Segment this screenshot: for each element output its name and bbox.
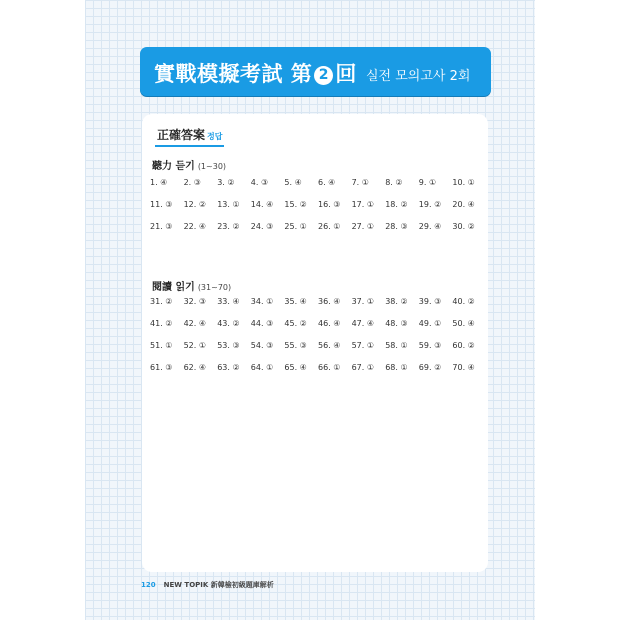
answer-item: 43. ② — [217, 319, 240, 328]
answer-item: 12. ② — [183, 200, 207, 209]
answer-item: 64. ① — [250, 363, 274, 372]
answer-item: 54. ③ — [250, 341, 274, 350]
answer-item: 18. ② — [385, 200, 408, 209]
answer-item: 5. ④ — [284, 178, 302, 187]
answer-item: 27. ① — [351, 222, 375, 231]
answer-item: 65. ④ — [284, 363, 307, 372]
answer-item: 37. ① — [351, 297, 375, 306]
answer-item: 58. ① — [385, 341, 408, 350]
answer-item: 53. ③ — [217, 341, 240, 350]
answer-item: 68. ① — [385, 363, 408, 372]
answer-item: 11. ③ — [150, 200, 173, 209]
answer-item: 10. ① — [452, 178, 475, 187]
answer-item: 7. ① — [351, 178, 369, 187]
answer-item: 62. ④ — [183, 363, 207, 372]
answer-item: 6. ④ — [318, 178, 336, 187]
answer-item: 60. ② — [452, 341, 475, 350]
answer-item: 25. ① — [284, 222, 307, 231]
answer-box-title — [155, 124, 224, 147]
answer-item: 50. ④ — [452, 319, 475, 328]
page-number: 120 — [141, 581, 156, 589]
answer-item: 22. ④ — [183, 222, 207, 231]
answer-item: 45. ② — [284, 319, 307, 328]
answer-item: 59. ③ — [418, 341, 442, 350]
exam-title — [154, 58, 357, 88]
round-number-badge: 2 — [314, 66, 333, 85]
answer-item: 21. ③ — [150, 222, 173, 231]
answer-item: 51. ① — [150, 341, 173, 350]
answer-item: 26. ① — [318, 222, 341, 231]
answer-item: 31. ② — [150, 297, 173, 306]
answer-item: 30. ② — [452, 222, 475, 231]
answer-item: 8. ② — [385, 178, 403, 187]
listening-heading — [152, 157, 226, 172]
answer-item: 23. ② — [217, 222, 240, 231]
answer-item: 19. ② — [418, 200, 442, 209]
answer-item: 56. ④ — [318, 341, 341, 350]
answer-item: 49. ① — [418, 319, 442, 328]
answer-item: 63. ② — [217, 363, 240, 372]
answer-item: 41. ② — [150, 319, 173, 328]
answer-item: 69. ② — [418, 363, 442, 372]
answer-item: 13. ① — [217, 200, 240, 209]
answer-item: 46. ④ — [318, 319, 341, 328]
answer-item: 4. ③ — [250, 178, 269, 187]
answer-item: 3. ② — [217, 178, 235, 187]
answer-item: 29. ④ — [418, 222, 442, 231]
answer-item: 52. ① — [183, 341, 207, 350]
answer-item: 15. ② — [284, 200, 307, 209]
listening-range: (1~30) — [197, 162, 227, 171]
answer-item: 40. ② — [452, 297, 475, 306]
answer-item: 55. ③ — [284, 341, 307, 350]
exam-title-prefix: 實戰模擬考試 第 — [154, 62, 313, 86]
answer-item: 48. ③ — [385, 319, 408, 328]
answer-item: 39. ③ — [418, 297, 442, 306]
answer-item: 35. ④ — [284, 297, 307, 306]
answer-item: 57. ① — [351, 341, 375, 350]
answer-item: 34. ① — [250, 297, 274, 306]
exam-title-suffix: 回 — [335, 62, 357, 86]
answer-item: 36. ④ — [318, 297, 341, 306]
answer-item: 2. ③ — [183, 178, 201, 187]
answer-item: 61. ③ — [150, 363, 173, 372]
reading-heading — [152, 278, 231, 293]
exam-subtitle: 실전 모의고사 2회 — [366, 69, 471, 84]
answer-item: 1. ④ — [150, 178, 168, 187]
answer-item: 9. ① — [418, 178, 437, 187]
page-footer — [141, 580, 274, 590]
answer-item: 47. ④ — [351, 319, 375, 328]
answer-item: 33. ④ — [217, 297, 240, 306]
answer-item: 38. ② — [385, 297, 408, 306]
answer-item: 14. ④ — [250, 200, 274, 209]
listening-heading-text: 聽力 듣기 — [152, 161, 195, 172]
answer-item: 42. ④ — [183, 319, 207, 328]
answer-item: 44. ③ — [250, 319, 274, 328]
answer-item: 66. ① — [318, 363, 341, 372]
answer-title-text: 正確答案 — [157, 128, 206, 142]
answer-title-korean: 정답 — [207, 132, 223, 141]
answer-item: 24. ③ — [250, 222, 274, 231]
reading-range: (31~70) — [197, 283, 232, 292]
answer-item: 20. ④ — [452, 200, 475, 209]
answer-item: 70. ④ — [452, 363, 475, 372]
book-title: NEW TOPIK 新韓檢初級題庫解析 — [163, 581, 274, 589]
answer-item: 16. ③ — [318, 200, 341, 209]
title-banner — [140, 47, 491, 96]
answer-item: 32. ③ — [183, 297, 207, 306]
reading-heading-text: 閱讀 읽기 — [152, 282, 195, 293]
answer-item: 28. ③ — [385, 222, 408, 231]
answer-item: 17. ① — [351, 200, 375, 209]
answer-item: 67. ① — [351, 363, 375, 372]
